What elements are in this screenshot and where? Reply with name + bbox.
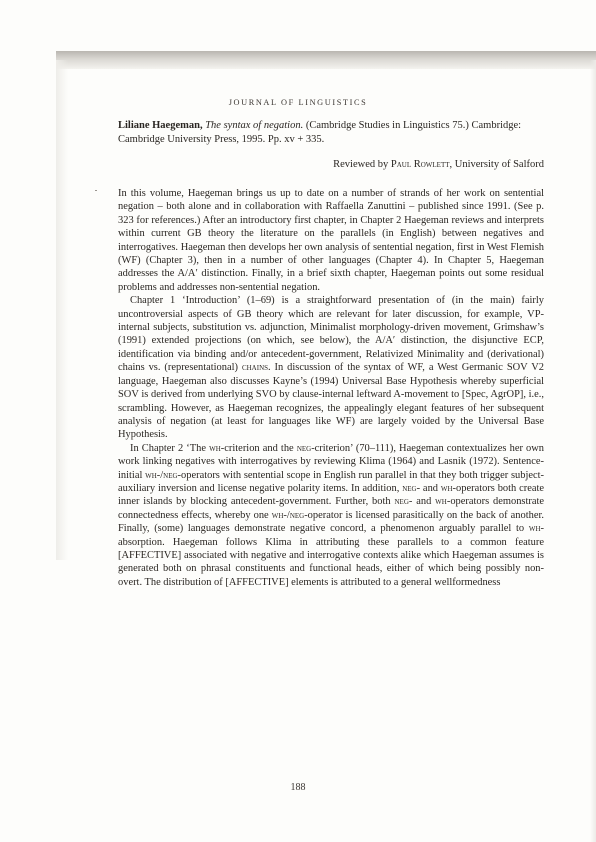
- text-run: - and: [408, 496, 432, 508]
- text-run: -operators both create inner islands by blocking antecedent-government. Further, both: [118, 482, 545, 508]
- text-run: -operators demonstrate connectedness effects, whereby one: [118, 496, 545, 521]
- text-run: - and: [416, 482, 439, 494]
- smallcaps-term: neg: [394, 496, 409, 508]
- reviewer-line: [118, 158, 544, 172]
- margin-speck: [95, 190, 97, 191]
- smallcaps-term: wh: [145, 469, 157, 481]
- smallcaps-term: wh: [528, 523, 541, 535]
- smallcaps-term: wh: [209, 442, 221, 454]
- text-run: -/: [283, 509, 290, 521]
- page-top-shadow: [56, 51, 596, 69]
- text-run: -absorption. Haegeman follows Klima in attributing these parallels to a common feature [AFFECTIVE] associated with negative and interrogative contexts alike which Haegeman assumes is generated both on phrasal constituents and functional heads, either of which being possibly non-overt. The distribution of [AFFECTIVE] elements is attributed to a general wellformedness: [118, 523, 544, 588]
- paragraph-1: In this volume, Haegeman brings us up to date on a number of strands of her work on sentential negation – both alone and in collaboration with Raffaella Zanuttini – published since 1991. (See p. 323 for references.) After an introductory first chapter, in Chapter 2 Haegeman reviews and interprets within current GB theory the literature on the parallels (in English) between negatives and interrogatives. Haegeman then develops her own analysis of sentential negation, first in West Flemish (WF) (Chapter 3), then in a number of other languages (Chapter 4). In Chapter 5, Haegeman addresses the A/A′ distinction. Finally, in a brief sixth chapter, Haegeman points out some residual problems and addresses non-sentential negation.: [118, 188, 544, 293]
- paragraph-2: [118, 294, 544, 441]
- page-right-shadow: [590, 60, 596, 842]
- text-run: -operator is licensed parasitically on the back of another. Finally, (some) languages demonstrate negative concord, a phenomenon arguably parallel to: [118, 509, 544, 535]
- text-run: -criterion’ (70–111), Haegeman contextualizes her own work linking negatives with interrogatives by reviewing Klima (1964) and Lasnik (1972). Sentence-initial: [118, 442, 545, 481]
- book-reference: [118, 119, 544, 147]
- smallcaps-term: wh: [271, 509, 284, 521]
- text-run: . In discussion of the syntax of WF, a West Germanic SOV V2 language, Haegeman also discusses Kayne’s (1994) Universal Base Hypothesis whereby superficial SOV is derived from underlying SVO by clause-internal leftward A-movement to [Spec, AgrOP], i.e., scrambling. However, as Haegeman recognizes, the appealingly elegant features of her subsequent analysis of negation (at least for languages like WF) are largely voided by the Universal Base Hypothesis.: [118, 362, 545, 441]
- reviewer-prefix: Reviewed by: [333, 159, 389, 170]
- smallcaps-term: chains: [241, 362, 269, 374]
- smallcaps-term: neg: [289, 509, 305, 521]
- reviewer-name: Paul Rowlett: [390, 159, 450, 170]
- text-run: -operators with sentential scope in English run parallel in that they both trigger subject-auxiliary inversion and license negative polarity items. In addition,: [118, 469, 544, 494]
- review-body: [118, 187, 544, 589]
- page-left-shadow: [56, 60, 68, 560]
- running-head: JOURNAL OF LINGUISTICS: [228, 98, 368, 107]
- reviewer-affiliation: , University of Salford: [449, 159, 544, 170]
- book-author: Liliane Haegeman,: [118, 120, 203, 131]
- text-run: Chapter 1 ‘Introduction’ (1–69) is a straightforward presentation of (in the main) fairly uncontroversial aspects of GB theory which are relevant for later discussion, for example, VP-internal subjects, substitution vs. adjunction, Minimalist morphology-driven movement, Grimshaw’s (1991) extended projections (on which, see below), the A/A′ distinction, the disjunctive ECP, identification via binding and/or antecedent-government, Relativized Minimality and (derivational) chains vs. (representational): [118, 295, 544, 374]
- paragraph-3: [118, 442, 544, 589]
- text-run: -/: [156, 469, 164, 481]
- book-details: (Cambridge Studies in Linguistics 75.) Cambridge: Cambridge University Press, 1995. Pp. xv + 335.: [118, 120, 522, 145]
- smallcaps-term: neg: [296, 442, 312, 454]
- text-run: -criterion and the: [220, 442, 294, 454]
- smallcaps-term: wh: [440, 482, 453, 494]
- smallcaps-term: neg: [402, 482, 417, 494]
- smallcaps-term: neg: [163, 469, 178, 481]
- book-title: The syntax of negation.: [205, 120, 304, 131]
- smallcaps-term: wh: [435, 496, 447, 508]
- page-number: 188: [290, 782, 306, 793]
- text-run: In Chapter 2 ‘The: [130, 442, 206, 454]
